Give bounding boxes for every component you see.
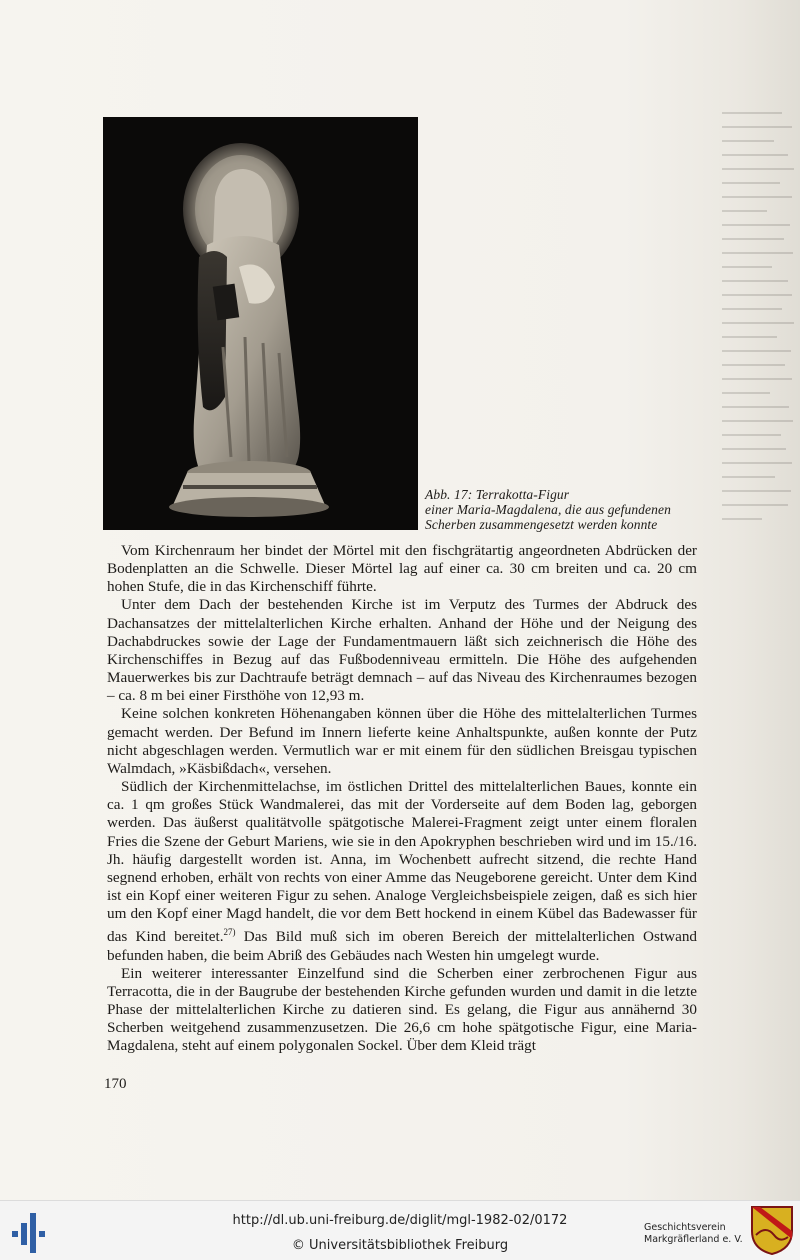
- paragraph-text: Südlich der Kirchenmittelachse, im östlichen Drittel des mittelalterlichen Baues, konnte ein ca. 1 qm großes Stück Wandmalerei, das mit der Vorderseite auf dem Boden lag, geborgen werden. Das äußerst qualitätvolle spätgotische Malerei-Fragment zeigt unter einem floralen Fries die Szene der Geburt Mariens, wie sie in den Apokryphen beschrieben wird und im 15./16. Jh. häufig dargestellt worden ist. Anna, im Wochenbett aufrecht sitzend, die rechte Hand segnend erhoben, erhält von rechts von einer Amme das Neugeborene gereicht. Unter dem Kind ist ein Kopf einer weiteren Figur zu sehen. Analoge Vergleichsbeispiele zeigen, daß es sich hier um den Kopf einer Magd handelt, die vor dem Bett hockend in einem Kübel das Badewasser für das Kind bereitet.: [107, 778, 697, 946]
- paragraph: Vom Kirchenraum her bindet der Mörtel mit den fischgrätartig angeordneten Abdrücken der Bodenplatten an die Schwelle. Dieser Mörtel lag auf einer ca. 30 cm breiten und ca. 20 cm hohen Stufe, die in das Kirchenschiff führte.: [107, 542, 697, 596]
- body-text: [107, 542, 697, 1055]
- paragraph: Ein weiterer interessanter Einzelfund sind die Scherben einer zerbrochenen Figur aus Terracotta, die in der Baugrube der bestehenden Kirche gefunden wurden und damit in die letzte Phase der mittelalterlichen Kirche zu datieren sind. Es gelang, die Figur aus annähernd 30 Scherben weitgehend zusammenzusetzen. Die 26,6 cm hohe spätgotische Figur, eine Maria-Magdalena, steht auf einem polygonalen Sockel. Über dem Kleid trägt: [107, 964, 697, 1055]
- figure-caption: [425, 487, 705, 532]
- caption-line: Scherben zusammengesetzt werden konnte: [425, 517, 658, 532]
- copyright-notice: © Universitätsbibliothek Freiburg: [291, 1238, 509, 1253]
- society-line: Geschichtsverein: [644, 1222, 726, 1233]
- caption-line: Abb. 17: Terrakotta-Figur: [425, 487, 570, 502]
- paragraph-continuation: Das Bild muß sich im oberen Bereich der mittelalterlichen Ostwand befunden haben, die beim Abriß des Gebäudes nach Westen hin umgelegt wurde.: [107, 928, 698, 964]
- permalink-url[interactable]: http://dl.ub.uni-freiburg.de/diglit/mgl-1982-02/0172: [232, 1213, 568, 1228]
- paragraph: Unter dem Dach der bestehenden Kirche ist im Verputz des Turmes der Abdruck des Dachansatzes der mittelalterlichen Kirche erhalten. Anhand der Höhe und der Neigung des Dachabdruckes sowie der Lage der Fundamentmauern läßt sich zeichnerisch die Höhe des Kirchenschiffes in Bezug auf das Fußbodenniveau ermitteln. Die Höhe des aufgehenden Mauerwerkes bis zur Dachtraufe beträgt demnach – auf das Niveau des Kirchenraumes bezogen – ca. 8 m bei einer Firsthöhe von 12,93 m.: [107, 596, 697, 705]
- show-through-text: [722, 112, 796, 542]
- paragraph: [107, 778, 697, 965]
- caption-line: einer Maria-Magdalena, die aus gefundenen: [425, 502, 671, 517]
- coat-of-arms-icon: [750, 1205, 794, 1255]
- page-number: 170: [104, 1076, 127, 1092]
- terracotta-figure-image: [103, 117, 418, 530]
- society-line: Markgräflerland e. V.: [644, 1234, 743, 1245]
- figure-photo: [103, 117, 418, 530]
- society-name: [644, 1222, 754, 1246]
- footnote-reference[interactable]: 27): [223, 927, 236, 938]
- paragraph: Keine solchen konkreten Höhenangaben können über die Höhe des mittelalterlichen Turmes gemacht werden. Der Befund im Innern lieferte keine Anhaltspunkte, außen konnte der Putz nicht abgeschlagen werden. Vermutlich war er mit einem für den südlichen Breisgau typischen Walmdach, »Käsbißdach«, versehen.: [107, 705, 697, 777]
